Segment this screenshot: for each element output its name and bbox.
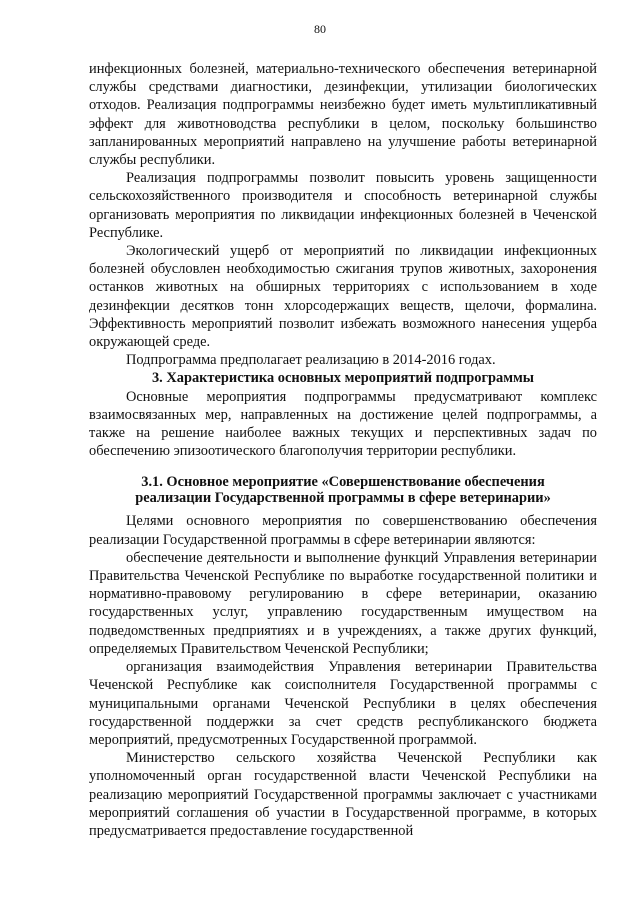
body-paragraph: Подпрограмма предполагает реализацию в 2014-2016 годах. <box>126 352 496 369</box>
section-heading: 3. Характеристика основных мероприятий подпрограммы <box>151 370 535 387</box>
body-paragraph: инфекционных болезней, материально-технического обеспечения ветеринарной службы средствами диагностики, дезинфекции, утилизации биологических отходов. Реализация подпрограммы неизбежно будет иметь мультипликативный эффект для животноводства республики в целом, поскольку большинство запланированных мероприятий направлено на улучшение работы ветеринарной службы республики. <box>89 61 597 169</box>
body-paragraph: Министерство сельского хозяйства Чеченской Республики как уполномоченный орган государственной власти Чеченской Республики на реализацию мероприятий Государственной программы заключает с участниками мероприятий соглашения об участии в Государственной программе, в которых предусматривается предоставление государственной <box>89 750 597 839</box>
body-paragraph: Основные мероприятия подпрограммы предусматривают комплекс взаимосвязанных мер, направленных на достижение целей подпрограммы, а также на решение наиболее важных текущих и перспективных задач по обеспечению эпизоотического благополучия территории республики. <box>89 388 597 460</box>
page-number: 80 <box>314 22 326 36</box>
body-paragraph: организация взаимодействия Управления ветеринарии Правительства Чеченской Республике как соисполнителя Государственной программы с муниципальными органами Чеченской Республики в целях обеспечения государственной поддержки за счет средств республиканского бюджета мероприятий, предусмотренных Государственной программой. <box>89 659 597 748</box>
document-body <box>89 60 597 840</box>
subsection-heading-line: реализации Государственной программы в сфере ветеринарии» <box>135 490 551 507</box>
body-paragraph: обеспечение деятельности и выполнение функций Управления ветеринарии Правительства Чеченской Республике по выработке государственной политики и нормативно-правовому регулированию в сфере ветеринарии, оказанию государственных услуг, управлению государственным имуществом на подведомственных предприятиях и в учреждениях, а также других функций, определяемых Правительством Чеченской Республики; <box>89 549 597 657</box>
body-paragraph: Реализация подпрограммы позволит повысить уровень защищенности сельскохозяйственного производителя и способность ветеринарной службы организовать мероприятия по ликвидации инфекционных болезней в Чеченской Республике. <box>89 170 597 241</box>
body-paragraph: Экологический ущерб от мероприятий по ликвидации инфекционных болезней обусловлен необходимостью сжигания трупов животных, захоронения останков животных на обширных территориях с использованием в ходе дезинфекции десятков тонн хлорсодержащих веществ, щелочи, формалина. Эффективность мероприятий позволит избежать возможного нанесения ущерба окружающей среде. <box>89 243 597 351</box>
body-paragraph: Целями основного мероприятия по совершенствованию обеспечения реализации Государственной программы в сфере ветеринарии являются: <box>89 513 597 548</box>
subsection-heading-line: 3.1. Основное мероприятие «Совершенствование обеспечения <box>141 474 545 491</box>
subsection-heading <box>89 474 597 506</box>
